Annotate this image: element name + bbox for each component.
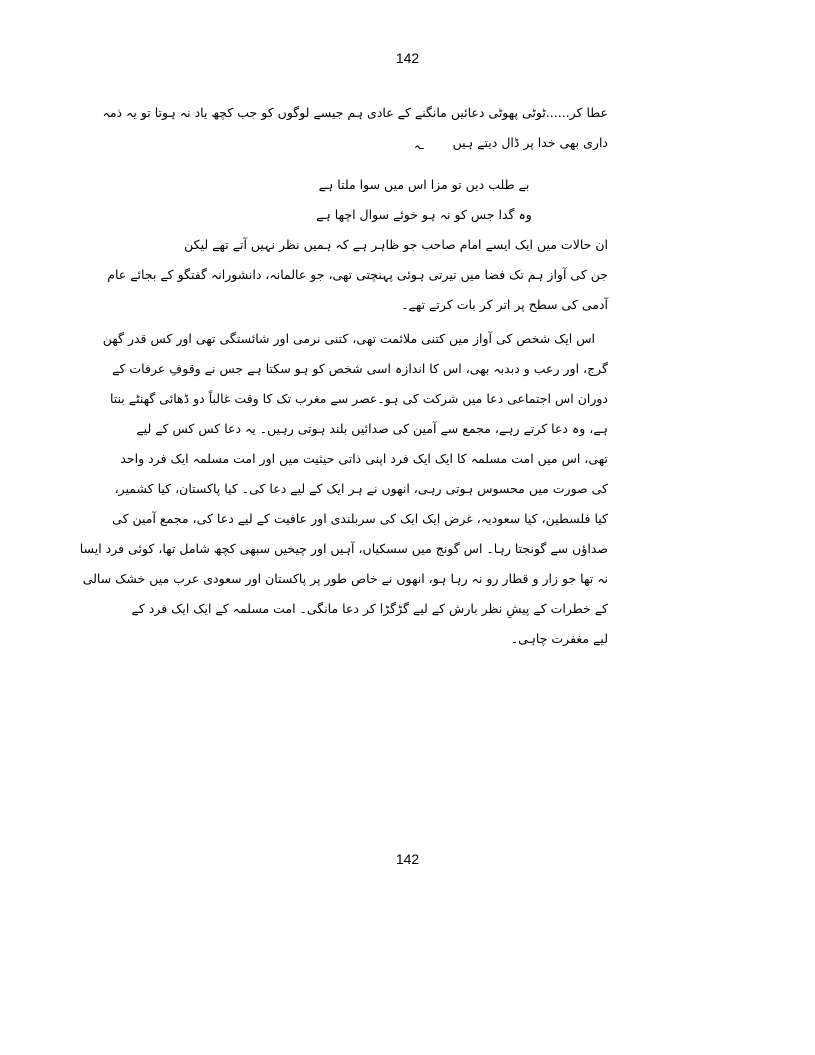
paragraph-3-line-2: گرج، اور رعب و دبدبہ بھی، اس کا اندازہ اسی شخص کو ہو سکتا ہے جس نے وقوفِ عرفات کے <box>112 361 608 376</box>
paragraph-1-line-1: عطا کر......ٹوٹی پھوٹی دعائیں مانگنے کے عادی ہم جیسے لوگوں کو جب کچھ یاد نہ ہوتا تو یہ ذمہ <box>102 105 608 120</box>
paragraph-3-line-10: کے خطرات کے پیشِ نظر بارش کے لیے گڑگڑا کر دعا مانگی۔ امت مسلمہ کے ایک ایک فرد کے <box>131 601 608 616</box>
paragraph-2-line-2: جن کی آواز ہم تک فضا میں تیرتی ہوئی پہنچتی تھی، جو عالمانہ، دانشورانہ گفتگو کے بجائے عام <box>107 267 608 282</box>
paragraph-3-line-5: تھی، اس میں امت مسلمہ کا ایک ایک فرد اپنی ذاتی حیثیت میں اور امت مسلمہ ایک فرد واحد <box>120 451 608 466</box>
paragraph-3-line-1: اس ایک شخص کی آواز میں کتنی ملائمت تھی، کتنی نرمی اور شائستگی تھی اور کس قدر گھن <box>102 331 595 346</box>
paragraph-3-line-11: لیے مغفرت چاہی۔ <box>510 631 608 646</box>
paragraph-3-line-7: کیا فلسطین، کیا سعودیہ، غرض ایک ایک کی سربلندی اور عافیت کے لیے دعا کی، مجمع آمین کی <box>112 511 608 526</box>
page-number-bottom: 142 <box>395 851 420 867</box>
verse-marker: ـہ <box>414 139 424 152</box>
paragraph-2-line-1: ان حالات میں ایک ایسے امام صاحب جو ظاہر ہے کہ ہمیں نظر نہیں آتے تھے لیکن <box>184 237 608 252</box>
verse-line-1: بے طلب دیں تو مزا اس میں سوا ملتا ہے <box>318 177 530 192</box>
paragraph-3-line-9: نہ تھا جو زار و قطار رو نہ رہا ہو، انھوں نے خاص طور پر پاکستان اور سعودی عرب میں خشک سالی <box>82 571 608 586</box>
page-number-top: 142 <box>395 50 420 66</box>
paragraph-3-line-4: ہے، وہ دعا کرتے رہے، مجمع سے آمین کی صدائیں بلند ہوتی رہیں۔ یہ دعا کس کس کے لیے <box>136 421 608 436</box>
paragraph-3-line-8: صداؤں سے گونجتا رہا۔ اس گونج میں سسکیاں، آہیں اور چیخیں سبھی کچھ شامل تھا، کوئی فرد ایسا <box>79 541 608 556</box>
paragraph-3-line-3: دوران اس اجتماعی دعا میں شرکت کی ہو۔عصر سے مغرب تک کا وقت غالباً دو ڈھائی گھنٹے بنتا <box>109 391 608 406</box>
paragraph-2-line-3: آدمی کی سطح پر اتر کر بات کرتے تھے۔ <box>401 297 608 312</box>
verse-line-2: وہ گدا جس کو نہ ہو خوئے سوال اچھا ہے <box>316 207 532 222</box>
paragraph-3-line-6: کی صورت میں محسوس ہوتی رہی، انھوں نے ہر ایک کے لیے دعا کی۔ کیا پاکستان، کیا کشمیر، <box>114 481 608 496</box>
body-text <box>79 98 608 718</box>
paragraph-1-line-2: داری بھی خدا پر ڈال دیتے ہیں <box>452 135 608 150</box>
